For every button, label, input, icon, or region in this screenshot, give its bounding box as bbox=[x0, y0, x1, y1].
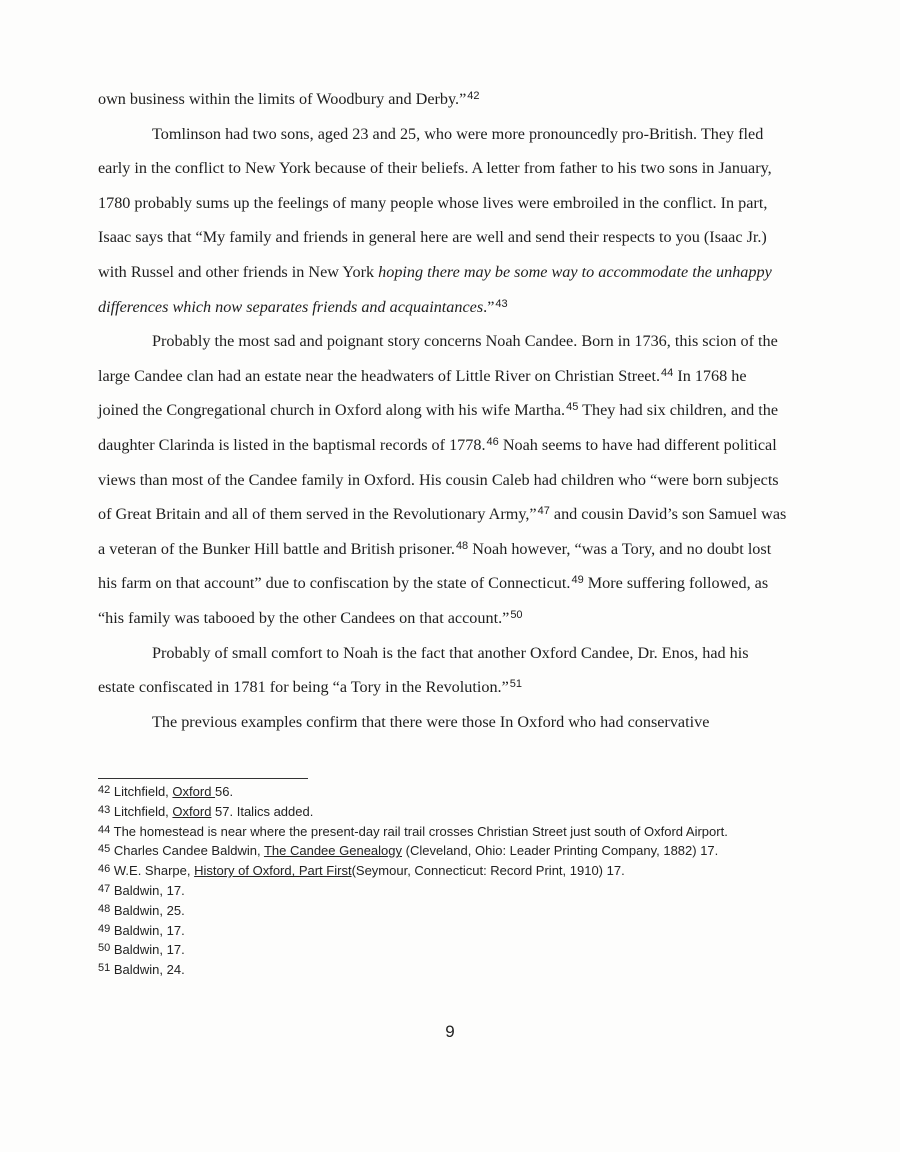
footnote-43 bbox=[98, 802, 798, 822]
paragraph-text: They had six children, and the daughter Clarinda is listed in the baptismal records of 1778. bbox=[98, 401, 779, 454]
footnote-text: (Cleveland, Ohio: Leader Printing Company, 1882) 17. bbox=[402, 843, 719, 859]
footnote-number: 42 bbox=[98, 784, 111, 796]
footnote-title: Oxford bbox=[172, 803, 212, 819]
footnote-45 bbox=[98, 841, 798, 861]
footnote-ref-47: 47 bbox=[537, 505, 550, 518]
footnotes bbox=[98, 782, 798, 980]
paragraph-text: Noah seems to have had different political views than most of the Candee family in Oxford. His cousin Caleb had children who “were born subjects of Great Britain and all of them served in the Revolutionary Army,” bbox=[98, 435, 779, 524]
footnote-ref-42: 42 bbox=[467, 90, 480, 102]
footnote-number: 46 bbox=[98, 863, 111, 876]
footnote-divider bbox=[98, 778, 308, 779]
footnote-ref-44: 44 bbox=[661, 366, 674, 379]
footnote-ref-46: 46 bbox=[486, 435, 499, 448]
paragraph-text: Probably the most sad and poignant story concerns Noah Candee. Born in 1736, this scion of the large Candee clan had an estate near the headwaters of Little River on Christian Street. bbox=[98, 332, 778, 385]
footnote-title: Oxford bbox=[172, 784, 216, 799]
paragraph-text: More suffering followed, as “his family was tabooed by the other Candees on that account.” bbox=[98, 574, 769, 627]
paragraph-text: Noah however, “was a Tory, and no doubt lost his farm on that account” due to confiscation by the state of Connecticut. bbox=[98, 539, 772, 593]
footnote-text: Baldwin, 17. bbox=[113, 882, 185, 898]
paragraph-5 bbox=[98, 705, 788, 740]
footnote-ref-45: 45 bbox=[566, 401, 579, 414]
footnote-44 bbox=[98, 822, 798, 842]
paragraph-3 bbox=[98, 324, 788, 635]
footnote-number: 49 bbox=[98, 922, 111, 935]
paragraph-text: The previous examples confirm that there were those In Oxford who had conservative bbox=[152, 712, 710, 731]
footnote-title: The Candee Genealogy bbox=[263, 843, 402, 859]
footnote-ref-51: 51 bbox=[509, 678, 523, 691]
footnote-text: Baldwin, 17. bbox=[113, 942, 185, 958]
footnote-text: Baldwin, 17. bbox=[113, 922, 185, 938]
paragraph-4 bbox=[98, 636, 788, 705]
paragraph-text: own business within the limits of Woodbury and Derby.” bbox=[98, 90, 467, 108]
footnote-42 bbox=[98, 782, 798, 802]
footnote-text: W.E. Sharpe, bbox=[113, 863, 195, 879]
footnote-text: 57. Italics added. bbox=[211, 803, 314, 819]
footnote-ref-43: 43 bbox=[495, 297, 508, 310]
footnote-ref-48: 48 bbox=[455, 539, 469, 552]
paragraph-text: Probably of small comfort to Noah is the fact that another Oxford Candee, Dr. Enos, had his estate confiscated in 1781 for being “a Tory in the Revolution.” bbox=[98, 643, 749, 697]
footnote-number: 50 bbox=[98, 942, 111, 955]
footnote-number: 51 bbox=[98, 962, 111, 975]
footnote-text: 56. bbox=[215, 784, 234, 799]
footnote-text: Litchfield, bbox=[113, 784, 173, 799]
footnote-title: History of Oxford, Part First bbox=[194, 863, 352, 879]
footnote-number: 48 bbox=[98, 902, 111, 915]
paragraph-text: .” bbox=[483, 297, 495, 316]
footnote-ref-50: 50 bbox=[510, 608, 523, 621]
footnote-46 bbox=[98, 861, 798, 881]
paragraph-2 bbox=[98, 117, 788, 325]
paragraph-text: and cousin David’s son Samuel was a veteran of the Bunker Hill battle and British prisoner. bbox=[98, 505, 787, 558]
footnote-text: The homestead is near where the present-day rail trail crosses Christian Street just south of Oxford Airport. bbox=[113, 823, 728, 839]
body-text bbox=[98, 82, 788, 739]
footnote-text: Charles Candee Baldwin, bbox=[113, 843, 264, 859]
footnote-49 bbox=[98, 921, 798, 941]
footnote-text: Litchfield, bbox=[113, 803, 173, 819]
footnote-48 bbox=[98, 901, 798, 921]
paragraph-1 bbox=[98, 82, 788, 117]
footnote-number: 45 bbox=[98, 843, 111, 856]
footnote-text: Baldwin, 24. bbox=[113, 962, 185, 978]
paragraph-text: In 1768 he joined the Congregational church in Oxford along with his wife Martha. bbox=[98, 366, 747, 420]
footnote-ref-49: 49 bbox=[571, 574, 584, 587]
footnote-number: 43 bbox=[98, 803, 111, 816]
footnote-47 bbox=[98, 881, 798, 901]
footnote-50 bbox=[98, 940, 798, 960]
footnote-number: 44 bbox=[98, 823, 111, 836]
footnote-text: Baldwin, 25. bbox=[113, 902, 185, 918]
footnote-text: (Seymour, Connecticut: Record Print, 1910) 17. bbox=[351, 863, 625, 879]
footnote-number: 47 bbox=[98, 882, 111, 895]
footnote-51 bbox=[98, 960, 798, 980]
italic-quote: hoping there may be some way to accommodate the unhappy differences which now separates friends and acquaintances bbox=[98, 262, 772, 316]
paragraph-text: Tomlinson had two sons, aged 23 and 25, who were more pronouncedly pro-British. They fled early in the conflict to New York because of their beliefs. A letter from father to his two sons in January, 1780 probably sums up the feelings of many people whose lives were embroiled in the conflict. In part, Isaac says that “My family and friends in general here are well and send their respects to you (Isaac Jr.) with Russel and other friends in New York bbox=[98, 124, 772, 281]
page-number: 9 bbox=[445, 1022, 455, 1041]
